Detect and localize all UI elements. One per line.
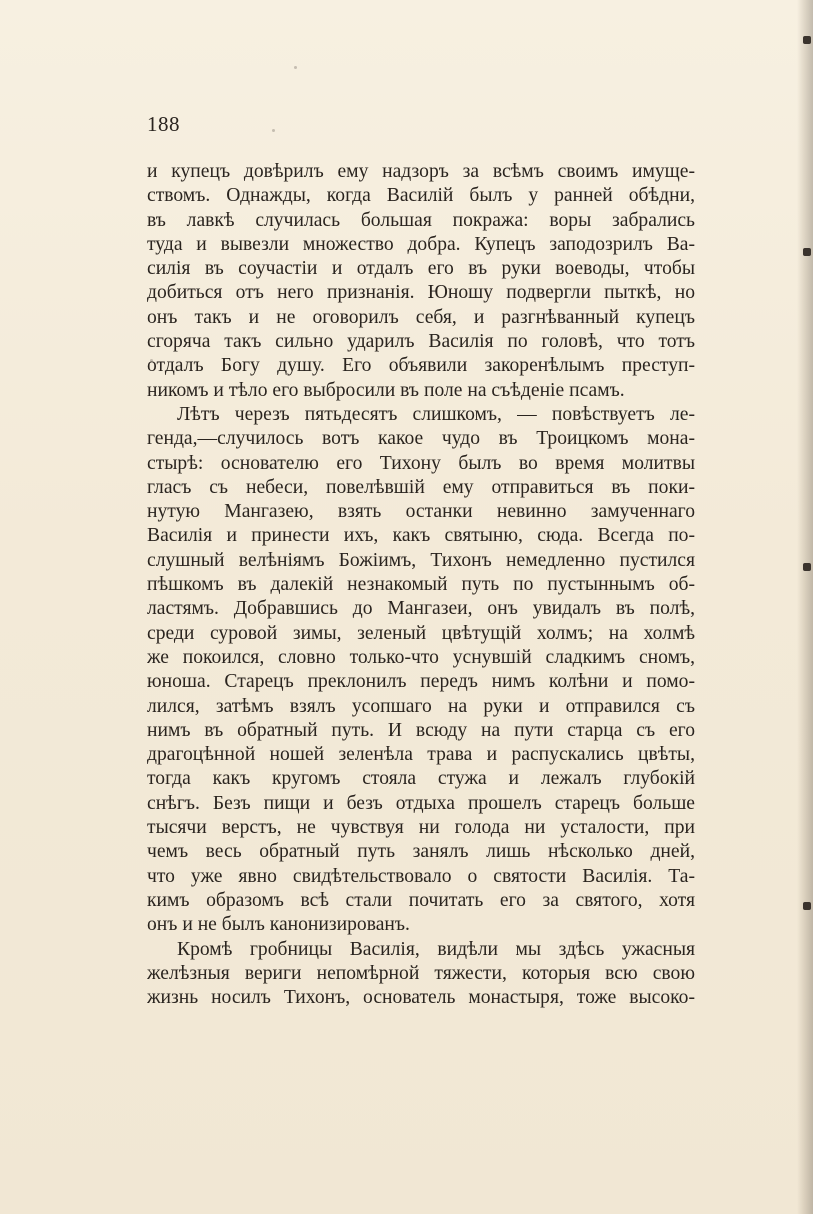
- body-line: и купецъ довѣрилъ ему надзоръ за всѣмъ своимъ имуще-: [147, 161, 695, 182]
- body-line: туда и вывезли множество добра. Купецъ заподозрилъ Ва-: [147, 233, 695, 255]
- body-line: онъ и не былъ канонизированъ.: [147, 914, 410, 936]
- body-line: кимъ образомъ всѣ стали почитать его за святого, хотя: [147, 889, 695, 911]
- page-edge-mark: [803, 563, 811, 571]
- paragraph-start-line: Кромѣ гробницы Василія, видѣли мы здѣсь ужасныя: [177, 938, 695, 960]
- body-line: жизнь носилъ Тихонъ, основатель монастыря, тоже высоко-: [147, 987, 695, 1009]
- body-line: отдалъ Богу душу. Его объявили закоренѣлымъ преступ-: [147, 355, 695, 377]
- body-line: же покоился, словно только-что уснувшій сладкимъ сномъ,: [147, 646, 695, 668]
- body-line: ствомъ. Однажды, когда Василій былъ у ранней обѣдни,: [147, 185, 695, 207]
- body-line: сгоряча такъ сильно ударилъ Василія по головѣ, что тотъ: [147, 331, 695, 353]
- page-number: 188: [147, 112, 180, 136]
- body-line: стырѣ: основателю его Тихону былъ во время молитвы: [147, 452, 695, 474]
- body-line: драгоцѣнной ношей зеленѣла трава и распускались цвѣты,: [147, 744, 695, 766]
- body-line: чемъ весь обратный путь занялъ лишь нѣсколько дней,: [147, 841, 695, 863]
- body-line: гласъ съ небеси, повелѣвшій ему отправиться въ поки-: [147, 476, 695, 498]
- body-line: тогда какъ кругомъ стояла стужа и лежалъ глубокій: [147, 768, 695, 790]
- body-line: силія въ соучастіи и отдалъ его въ руки воеводы, чтобы: [147, 258, 695, 280]
- page-edge-mark: [803, 36, 811, 44]
- body-line: тысячи верстъ, не чувствуя ни голода ни усталости, при: [147, 817, 695, 839]
- body-line: лился, затѣмъ взялъ усопшаго на руки и отправился съ: [147, 695, 695, 717]
- body-line: снѣгъ. Безъ пищи и безъ отдыха прошелъ старецъ больше: [147, 792, 695, 814]
- body-line: слушный велѣніямъ Божіимъ, Тихонъ немедленно пустился: [147, 549, 695, 571]
- page-edge-mark: [803, 248, 811, 256]
- body-line: Василія и принести ихъ, какъ святыню, сюда. Всегда по-: [147, 525, 695, 547]
- page-edge-mark: [803, 902, 811, 910]
- body-line: нутую Мангазею, взять останки невинно замученнаго: [147, 501, 695, 523]
- page-body-text: [147, 160, 695, 1010]
- body-line: ластямъ. Добравшись до Мангазеи, онъ увидалъ въ полѣ,: [147, 598, 695, 620]
- body-line: что уже явно свидѣтельствовало о святости Василія. Та-: [147, 865, 695, 887]
- paragraph-start-line: Лѣтъ черезъ пятьдесятъ слишкомъ, — повѣствуетъ ле-: [177, 403, 695, 425]
- body-line: добиться отъ него признанія. Юношу подвергли пыткѣ, но: [147, 282, 695, 304]
- body-line: среди суровой зимы, зеленый цвѣтущій холмъ; на холмѣ: [147, 622, 695, 644]
- body-line: юноша. Старецъ преклонилъ передъ нимъ колѣни и помо-: [147, 671, 695, 693]
- body-line: желѣзныя вериги непомѣрной тяжести, которыя всю свою: [147, 962, 695, 984]
- body-line: онъ такъ и не оговорилъ себя, и разгнѣванный купецъ: [147, 306, 695, 328]
- body-line: въ лавкѣ случилась большая покража: воры забрались: [147, 209, 695, 231]
- paper-speck: [294, 66, 297, 69]
- body-line: генда,—случилось вотъ какое чудо въ Троицкомъ мона-: [147, 428, 695, 450]
- page-spine-shadow: [797, 0, 813, 1214]
- paper-speck: [272, 129, 275, 132]
- body-line: никомъ и тѣло его выбросили въ поле на съѣденіе псамъ.: [147, 379, 625, 401]
- body-line: нимъ въ обратный путь. И всюду на пути старца съ его: [147, 719, 695, 741]
- body-line: пѣшкомъ въ далекій незнакомый путь по пустыннымъ об-: [147, 574, 695, 596]
